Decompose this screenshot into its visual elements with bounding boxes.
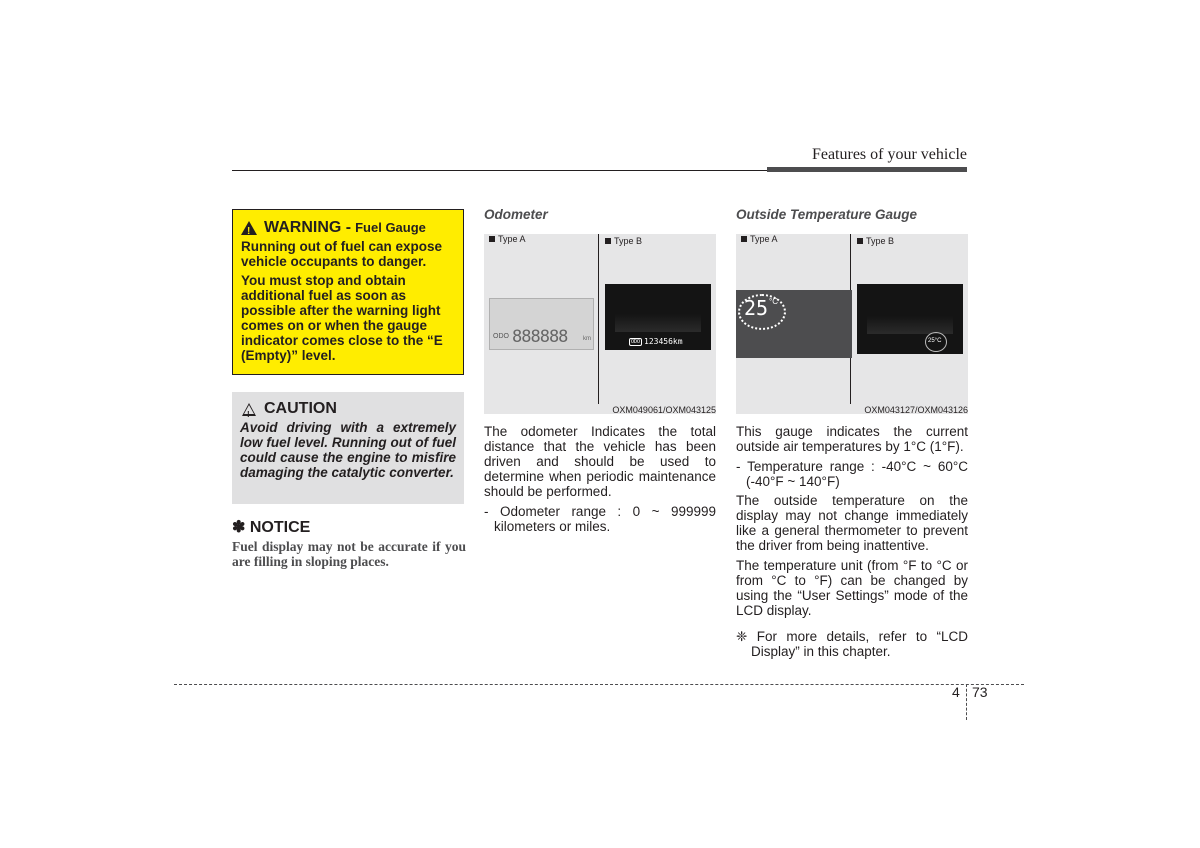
square-bullet-icon bbox=[489, 236, 495, 242]
temperature-display-type-a bbox=[736, 290, 852, 358]
odometer-type-b-label bbox=[605, 236, 642, 246]
temperature-note: ❈ For more details, refer to “LCD Display” in this chapter. bbox=[736, 629, 968, 659]
odometer-lcd-type-b bbox=[605, 284, 711, 350]
running-header: Features of your vehicle bbox=[811, 146, 967, 163]
odometer-paragraph: The odometer Indicates the total distance that the vehicle has been driven and should be used to determine when periodic maintenance should be performed. bbox=[484, 424, 716, 499]
warning-subject: Fuel Gauge bbox=[355, 220, 426, 235]
temperature-body bbox=[736, 424, 968, 664]
caution-label: CAUTION bbox=[264, 400, 337, 417]
odo-label: ODO bbox=[493, 333, 509, 340]
odo-unit: km bbox=[583, 336, 591, 342]
caution-title bbox=[240, 400, 456, 418]
notice-text: Fuel display may not be accurate if you are filling in sloping places. bbox=[232, 539, 466, 569]
temperature-value: 25 bbox=[744, 296, 769, 320]
odo-readout bbox=[629, 337, 683, 346]
odo-tag: ODO bbox=[631, 338, 641, 345]
temperature-display-type-b bbox=[857, 284, 963, 354]
temperature-figure bbox=[736, 234, 968, 414]
display-glow bbox=[615, 314, 701, 332]
temperature-small-value: 25°C bbox=[928, 338, 942, 344]
type-b-text: Type B bbox=[614, 236, 643, 246]
temperature-figure-caption: OXM043127/OXM043126 bbox=[864, 405, 968, 415]
warning-triangle-icon bbox=[241, 221, 257, 235]
odo-digits: 888888 bbox=[512, 327, 568, 347]
footer-vertical-dash bbox=[966, 684, 967, 720]
display-glow bbox=[867, 316, 953, 334]
warning-paragraph-1: Running out of fuel can expose vehicle occupants to danger. bbox=[241, 239, 443, 269]
temperature-type-a-label bbox=[741, 234, 778, 244]
square-bullet-icon bbox=[605, 238, 611, 244]
page-number: 73 bbox=[972, 684, 988, 700]
caution-triangle-icon bbox=[242, 403, 256, 416]
temperature-paragraph-2: The temperature unit (from °F to °C or from °C to °F) can be changed by using the “User Settings” mode of the LCD display. bbox=[736, 558, 968, 618]
square-bullet-icon bbox=[857, 238, 863, 244]
footer-dashed-rule bbox=[174, 684, 1024, 685]
odometer-heading: Odometer bbox=[484, 207, 548, 222]
temperature-type-b-label bbox=[857, 236, 894, 246]
temperature-range: - Temperature range : -40°C ~ 60°C (-40°F ~ 140°F) bbox=[736, 459, 968, 489]
chapter-number: 4 bbox=[952, 684, 960, 700]
type-b-text: Type B bbox=[866, 236, 895, 246]
odometer-type-a-label bbox=[489, 234, 526, 244]
notice-title: ✽ NOTICE bbox=[232, 519, 311, 536]
odometer-figure bbox=[484, 234, 716, 414]
warning-label: WARNING - bbox=[264, 219, 352, 236]
type-a-text: Type A bbox=[498, 234, 526, 244]
caution-box bbox=[232, 392, 464, 504]
warning-title bbox=[241, 219, 455, 237]
caution-text: Avoid driving with a extremely low fuel level. Running out of fuel could cause the engine to misfire damaging the catalytic converter. bbox=[240, 420, 456, 480]
odometer-figure-caption: OXM049061/OXM043125 bbox=[612, 405, 716, 415]
warning-paragraph-2: You must stop and obtain additional fuel as soon as possible after the warning light comes on or when the gauge indicator comes close to the “E (Empty)” level. bbox=[241, 273, 443, 363]
odometer-range: - Odometer range : 0 ~ 999999 kilometers or miles. bbox=[484, 504, 716, 534]
temperature-heading: Outside Temperature Gauge bbox=[736, 207, 918, 222]
temperature-paragraph-1: The outside temperature on the display may not change immediately like a general thermometer to prevent the driver from being inattentive. bbox=[736, 493, 968, 553]
header-bar bbox=[767, 167, 967, 172]
temperature-intro: This gauge indicates the current outside air temperatures by 1°C (1°F). bbox=[736, 424, 968, 454]
square-bullet-icon bbox=[741, 236, 747, 242]
warning-box bbox=[232, 209, 464, 375]
temperature-unit: °C bbox=[769, 297, 778, 306]
type-a-text: Type A bbox=[750, 234, 778, 244]
odometer-lcd-type-a bbox=[489, 298, 594, 350]
odo-value: 123456km bbox=[644, 337, 683, 346]
figure-divider bbox=[598, 234, 599, 404]
odometer-body bbox=[484, 424, 716, 539]
